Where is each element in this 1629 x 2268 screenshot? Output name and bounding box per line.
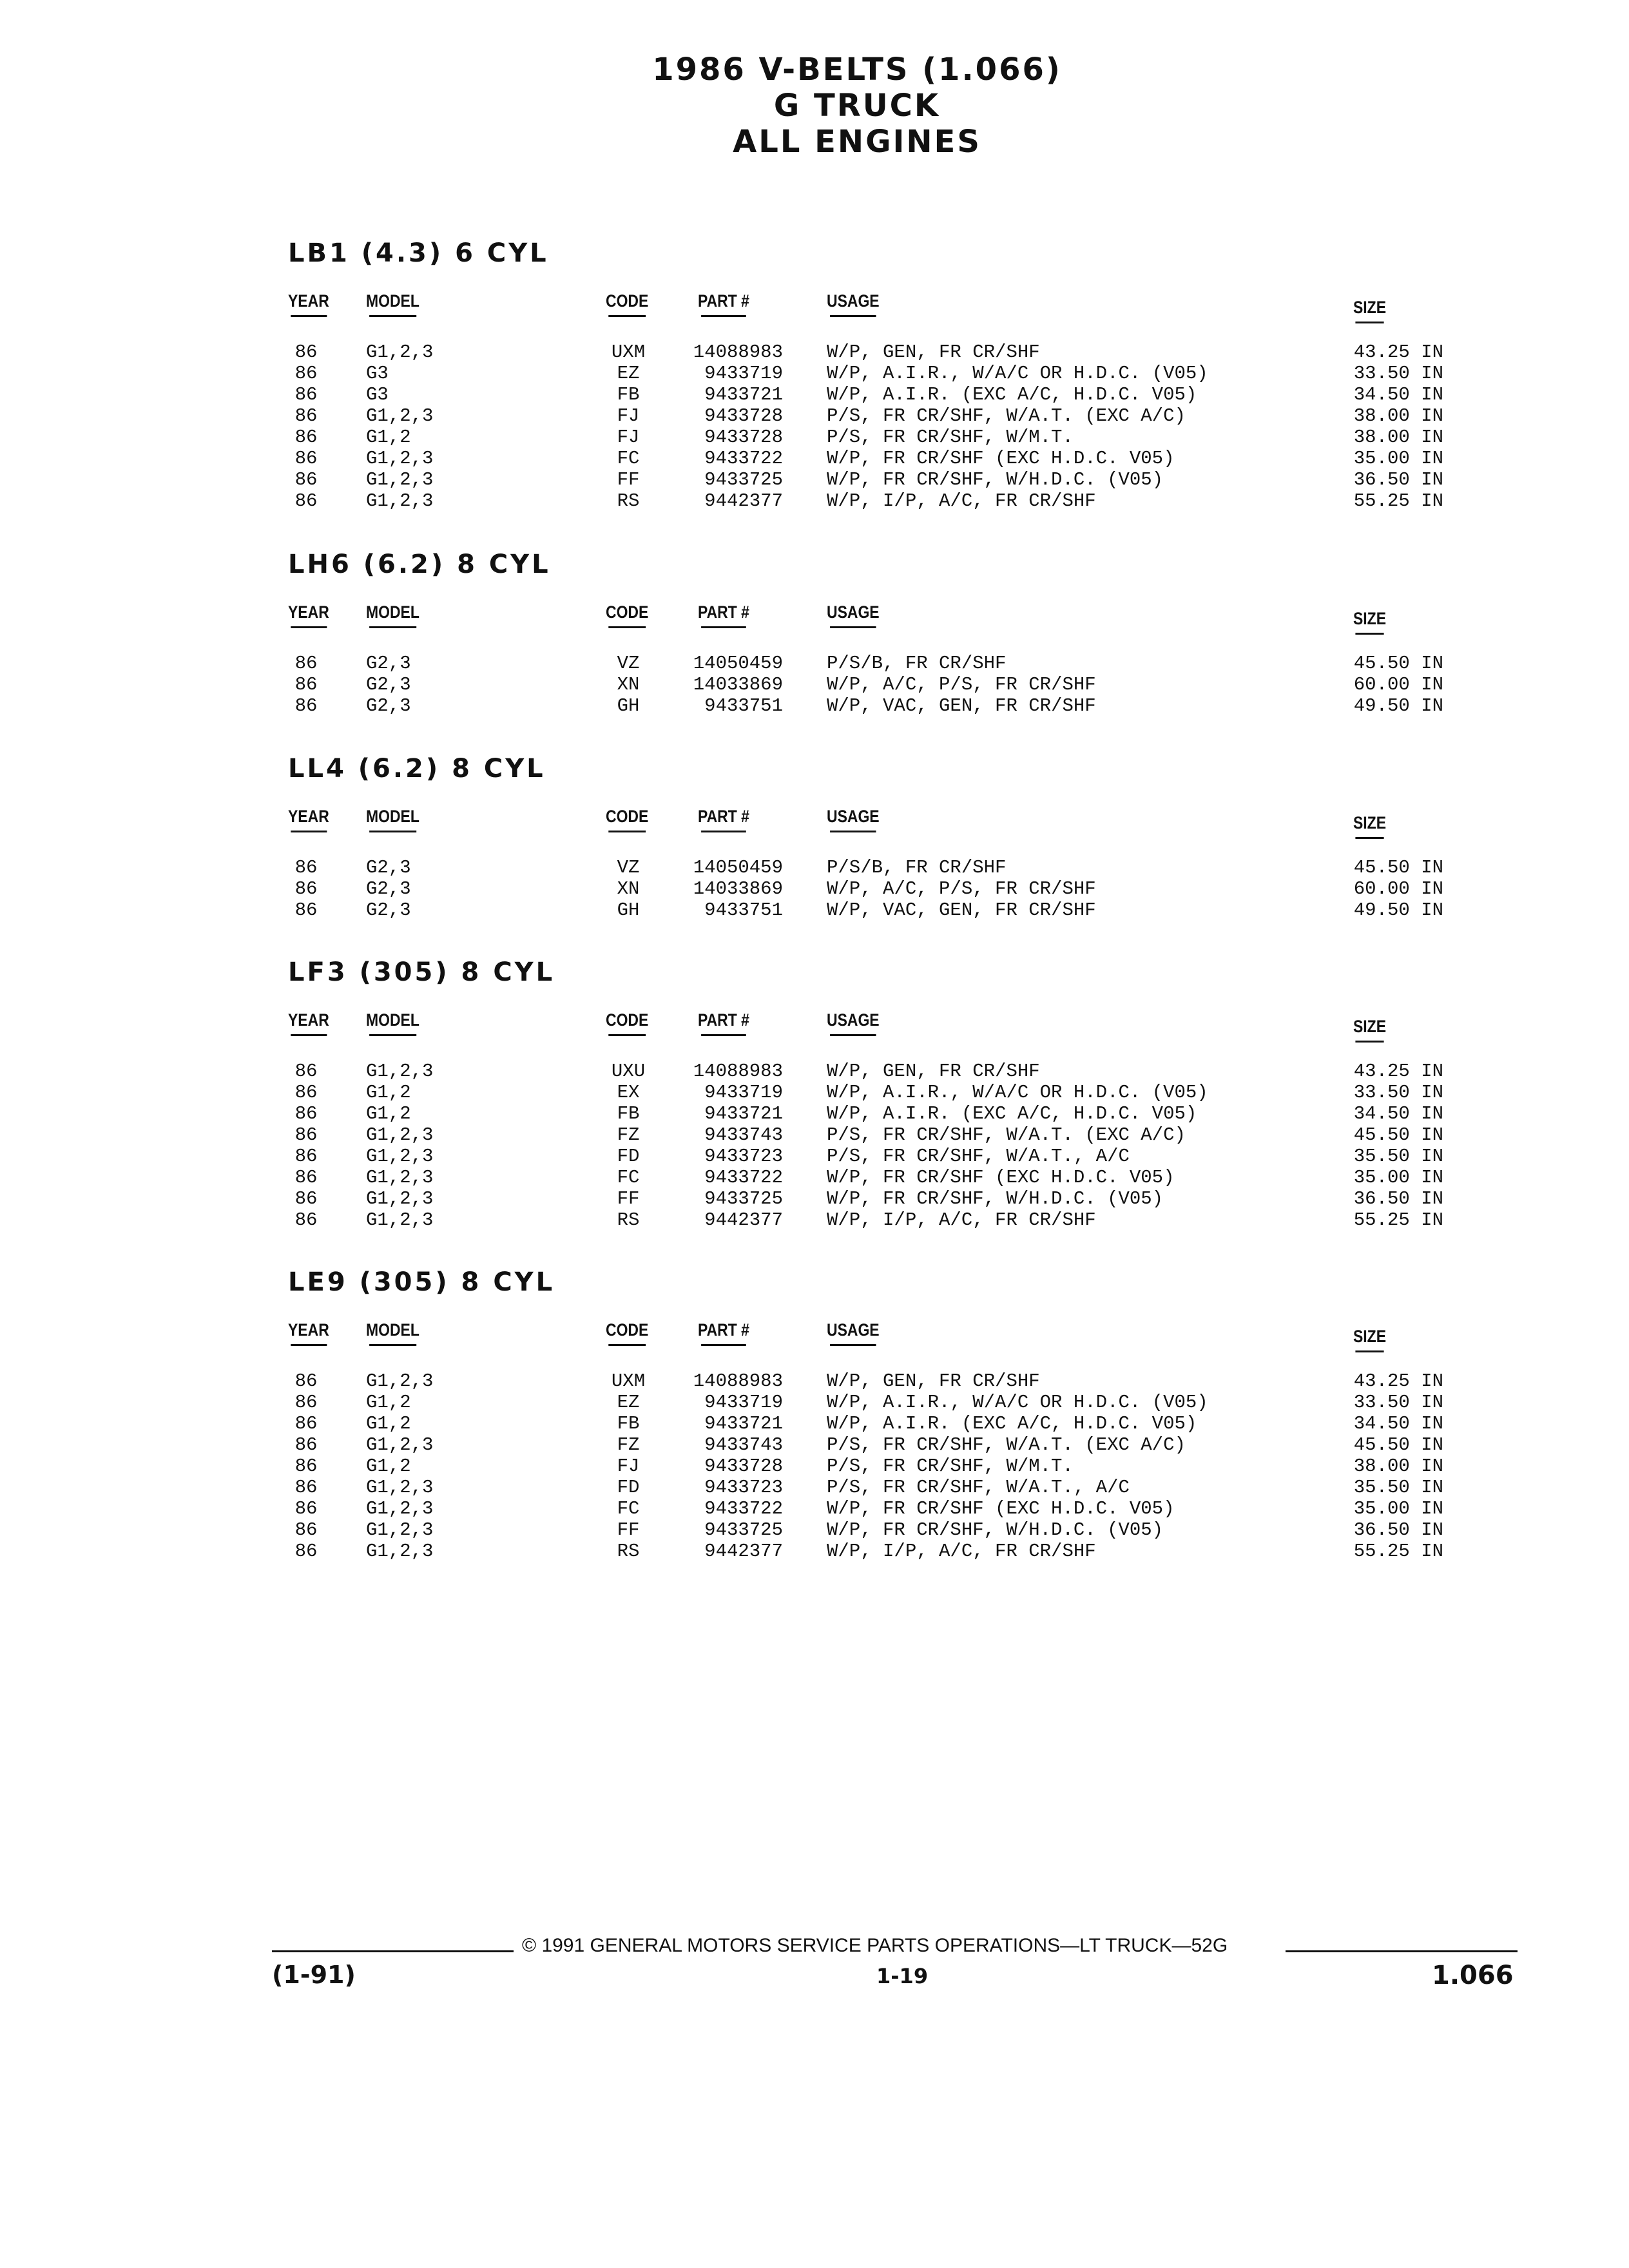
cell-size: 38.00 IN [1353,405,1443,427]
cell-model: G1,2,3 [366,1370,434,1392]
cell-code: FF [617,469,640,490]
cell-part: 9442377 [704,490,783,512]
cell-year: 86 [294,1188,318,1209]
cell-usage: W/P, VAC, GEN, FR CR/SHF [827,899,1096,921]
cell-usage: W/P, A/C, P/S, FR CR/SHF [827,878,1096,899]
cell-part: 9442377 [704,1209,783,1231]
cell-model: G1,2 [366,1413,411,1434]
cell-model: G3 [366,363,389,384]
cell-model: G1,2,3 [366,341,434,363]
cell-year: 86 [294,448,318,469]
cell-part: 9433751 [704,899,783,921]
cell-model: G1,2,3 [366,1209,434,1231]
cell-year: 86 [294,1124,318,1146]
cell-size: 49.50 IN [1353,695,1443,716]
cell-year: 86 [294,341,318,363]
cell-usage: W/P, FR CR/SHF, W/H.D.C. (V05) [827,1519,1164,1541]
table-row [0,1434,1629,1456]
cell-code: FJ [617,427,640,448]
cell-usage: W/P, A.I.R. (EXC A/C, H.D.C. V05) [827,1103,1197,1124]
cell-part: 9433721 [704,384,783,405]
cell-part: 9433721 [704,1413,783,1434]
cell-size: 34.50 IN [1353,1413,1443,1434]
cell-size: 45.50 IN [1353,653,1443,674]
footer-date: (1-91) [272,1961,356,1989]
cell-code: VZ [617,857,640,878]
cell-size: 45.50 IN [1353,1434,1443,1456]
header-usage: USAGE [827,807,880,832]
cell-model: G1,2 [366,1082,411,1103]
table-row [0,1146,1629,1167]
cell-code: FZ [617,1124,640,1146]
cell-usage: P/S, FR CR/SHF, W/A.T., A/C [827,1146,1130,1167]
header-code: CODE [606,1320,648,1346]
header-year: YEAR [288,807,329,832]
table-row [0,1498,1629,1519]
cell-year: 86 [294,405,318,427]
cell-part: 9433719 [704,363,783,384]
cell-usage: W/P, A.I.R., W/A/C OR H.D.C. (V05) [827,1082,1208,1103]
cell-model: G1,2 [366,1392,411,1413]
cell-usage: W/P, GEN, FR CR/SHF [827,1061,1040,1082]
cell-usage: W/P, I/P, A/C, FR CR/SHF [827,1209,1096,1231]
header-part: PART # [698,1010,749,1036]
cell-year: 86 [294,1103,318,1124]
cell-year: 86 [294,653,318,674]
cell-year: 86 [294,1370,318,1392]
cell-part: 9433719 [704,1392,783,1413]
cell-part: 9433728 [704,1456,783,1477]
cell-code: FC [617,1498,640,1519]
cell-code: RS [617,1541,640,1562]
cell-usage: W/P, A.I.R. (EXC A/C, H.D.C. V05) [827,1413,1197,1434]
cell-part: 9433728 [704,427,783,448]
cell-model: G2,3 [366,653,411,674]
cell-code: FD [617,1146,640,1167]
cell-part: 9433743 [704,1124,783,1146]
cell-size: 60.00 IN [1353,674,1443,695]
section-title: LH6 (6.2) 8 CYL [288,550,551,579]
cell-year: 86 [294,899,318,921]
cell-code: FJ [617,405,640,427]
cell-year: 86 [294,1541,318,1562]
header-part: PART # [698,602,749,628]
cell-part: 14050459 [693,653,783,674]
cell-model: G1,2,3 [366,448,434,469]
table-row [0,1541,1629,1562]
cell-year: 86 [294,857,318,878]
header-usage: USAGE [827,1010,880,1036]
header-part: PART # [698,807,749,832]
cell-year: 86 [294,427,318,448]
section-title: LE9 (305) 8 CYL [288,1267,555,1297]
title-line-3: ALL ENGINES [733,124,981,160]
cell-size: 35.00 IN [1353,1498,1443,1519]
cell-model: G1,2,3 [366,1188,434,1209]
table-row [0,1103,1629,1124]
cell-model: G2,3 [366,878,411,899]
cell-usage: P/S, FR CR/SHF, W/A.T. (EXC A/C) [827,405,1186,427]
cell-part: 9433722 [704,1498,783,1519]
table-row [0,1188,1629,1209]
cell-year: 86 [294,363,318,384]
cell-year: 86 [294,1434,318,1456]
table-row [0,674,1629,695]
table-row [0,490,1629,512]
title-line-1: 1986 V-BELTS (1.066) [652,52,1062,88]
cell-usage: W/P, I/P, A/C, FR CR/SHF [827,1541,1096,1562]
table-row [0,1370,1629,1392]
cell-year: 86 [294,1498,318,1519]
footer-copyright: © 1991 GENERAL MOTORS SERVICE PARTS OPERATIONS—LT TRUCK—52G [522,1935,1228,1956]
header-year: YEAR [288,1320,329,1346]
parts-table [0,857,1629,921]
cell-usage: P/S/B, FR CR/SHF [827,653,1007,674]
cell-usage: P/S, FR CR/SHF, W/M.T. [827,1456,1074,1477]
cell-code: VZ [617,653,640,674]
cell-usage: W/P, FR CR/SHF, W/H.D.C. (V05) [827,469,1164,490]
cell-code: XN [617,878,640,899]
table-row [0,1124,1629,1146]
cell-code: RS [617,1209,640,1231]
cell-usage: W/P, FR CR/SHF, W/H.D.C. (V05) [827,1188,1164,1209]
cell-code: FC [617,1167,640,1188]
cell-model: G1,2,3 [366,1477,434,1498]
header-model: MODEL [366,807,419,832]
table-row [0,448,1629,469]
cell-code: FD [617,1477,640,1498]
cell-year: 86 [294,695,318,716]
cell-size: 38.00 IN [1353,1456,1443,1477]
cell-code: FZ [617,1434,640,1456]
cell-usage: P/S, FR CR/SHF, W/A.T. (EXC A/C) [827,1124,1186,1146]
cell-code: EX [617,1082,640,1103]
header-size: SIZE [1353,298,1386,323]
cell-model: G1,2,3 [366,1061,434,1082]
footer-section-number: 1.066 [1432,1961,1514,1990]
cell-size: 43.25 IN [1353,1370,1443,1392]
cell-usage: W/P, A.I.R., W/A/C OR H.D.C. (V05) [827,363,1208,384]
cell-code: FB [617,1103,640,1124]
cell-part: 9433743 [704,1434,783,1456]
table-row [0,1392,1629,1413]
cell-size: 55.25 IN [1353,1209,1443,1231]
cell-part: 14088983 [693,1061,783,1082]
cell-size: 35.00 IN [1353,448,1443,469]
table-row [0,427,1629,448]
cell-code: GH [617,899,640,921]
cell-usage: P/S, FR CR/SHF, W/A.T., A/C [827,1477,1130,1498]
header-model: MODEL [366,602,419,628]
table-row [0,695,1629,716]
section-title: LB1 (4.3) 6 CYL [288,238,549,268]
table-row [0,363,1629,384]
cell-code: FB [617,384,640,405]
table-row [0,469,1629,490]
header-part: PART # [698,1320,749,1346]
cell-model: G1,2 [366,427,411,448]
cell-part: 14033869 [693,674,783,695]
cell-code: FF [617,1519,640,1541]
cell-model: G3 [366,384,389,405]
cell-year: 86 [294,490,318,512]
cell-year: 86 [294,1519,318,1541]
cell-year: 86 [294,1413,318,1434]
table-row [0,878,1629,899]
cell-code: EZ [617,363,640,384]
cell-usage: W/P, FR CR/SHF (EXC H.D.C. V05) [827,448,1175,469]
table-row [0,1477,1629,1498]
parts-table [0,1061,1629,1231]
cell-code: FC [617,448,640,469]
cell-year: 86 [294,1082,318,1103]
cell-part: 9433722 [704,1167,783,1188]
cell-part: 9433751 [704,695,783,716]
table-row [0,405,1629,427]
cell-code: GH [617,695,640,716]
table-row [0,1061,1629,1082]
cell-size: 36.50 IN [1353,1188,1443,1209]
cell-model: G1,2,3 [366,1146,434,1167]
cell-model: G1,2,3 [366,1434,434,1456]
header-size: SIZE [1353,1327,1386,1352]
cell-code: XN [617,674,640,695]
cell-size: 43.25 IN [1353,1061,1443,1082]
header-usage: USAGE [827,291,880,317]
cell-part: 14088983 [693,1370,783,1392]
cell-size: 49.50 IN [1353,899,1443,921]
table-row [0,899,1629,921]
table-row [0,857,1629,878]
cell-year: 86 [294,878,318,899]
header-code: CODE [606,291,648,317]
cell-size: 34.50 IN [1353,1103,1443,1124]
cell-model: G1,2,3 [366,405,434,427]
table-row [0,384,1629,405]
cell-size: 33.50 IN [1353,1392,1443,1413]
cell-model: G1,2,3 [366,469,434,490]
page-title [644,52,1070,160]
cell-year: 86 [294,384,318,405]
cell-size: 38.00 IN [1353,427,1443,448]
header-code: CODE [606,807,648,832]
section-title: LL4 (6.2) 8 CYL [288,754,546,783]
cell-part: 9433723 [704,1477,783,1498]
cell-code: EZ [617,1392,640,1413]
cell-size: 35.00 IN [1353,1167,1443,1188]
cell-usage: W/P, I/P, A/C, FR CR/SHF [827,490,1096,512]
header-year: YEAR [288,602,329,628]
parts-table [0,653,1629,716]
cell-usage: P/S/B, FR CR/SHF [827,857,1007,878]
header-code: CODE [606,1010,648,1036]
header-size: SIZE [1353,609,1386,635]
cell-year: 86 [294,1146,318,1167]
cell-year: 86 [294,1209,318,1231]
cell-year: 86 [294,469,318,490]
header-model: MODEL [366,1320,419,1346]
cell-usage: P/S, FR CR/SHF, W/A.T. (EXC A/C) [827,1434,1186,1456]
cell-size: 45.50 IN [1353,1124,1443,1146]
cell-part: 14088983 [693,341,783,363]
cell-code: UXM [611,341,646,363]
cell-code: RS [617,490,640,512]
footer-rule-right [1286,1950,1518,1952]
cell-year: 86 [294,674,318,695]
cell-part: 9433725 [704,1188,783,1209]
cell-usage: W/P, GEN, FR CR/SHF [827,1370,1040,1392]
cell-year: 86 [294,1061,318,1082]
footer-page-number: 1-19 [876,1964,929,1988]
table-row [0,1456,1629,1477]
header-model: MODEL [366,1010,419,1036]
parts-table [0,341,1629,512]
table-row [0,1167,1629,1188]
header-model: MODEL [366,291,419,317]
cell-part: 9433719 [704,1082,783,1103]
footer-rule-left [272,1950,514,1952]
cell-code: FB [617,1413,640,1434]
cell-size: 55.25 IN [1353,1541,1443,1562]
cell-part: 14033869 [693,878,783,899]
cell-usage: W/P, FR CR/SHF (EXC H.D.C. V05) [827,1498,1175,1519]
table-row [0,341,1629,363]
cell-model: G1,2,3 [366,1519,434,1541]
cell-model: G2,3 [366,899,411,921]
cell-code: UXU [611,1061,646,1082]
header-year: YEAR [288,291,329,317]
table-row [0,653,1629,674]
cell-year: 86 [294,1477,318,1498]
cell-size: 60.00 IN [1353,878,1443,899]
cell-year: 86 [294,1392,318,1413]
cell-model: G1,2,3 [366,1167,434,1188]
header-size: SIZE [1353,813,1386,839]
cell-year: 86 [294,1456,318,1477]
cell-code: UXM [611,1370,646,1392]
cell-year: 86 [294,1167,318,1188]
table-row [0,1519,1629,1541]
cell-code: FJ [617,1456,640,1477]
table-row [0,1082,1629,1103]
parts-table [0,1370,1629,1562]
cell-part: 9433725 [704,1519,783,1541]
cell-size: 35.50 IN [1353,1477,1443,1498]
header-usage: USAGE [827,1320,880,1346]
cell-part: 9433723 [704,1146,783,1167]
cell-model: G2,3 [366,674,411,695]
cell-size: 45.50 IN [1353,857,1443,878]
cell-usage: W/P, GEN, FR CR/SHF [827,341,1040,363]
cell-part: 9433721 [704,1103,783,1124]
table-row [0,1209,1629,1231]
header-usage: USAGE [827,602,880,628]
cell-size: 36.50 IN [1353,469,1443,490]
cell-model: G1,2 [366,1456,411,1477]
cell-usage: P/S, FR CR/SHF, W/M.T. [827,427,1074,448]
cell-model: G1,2,3 [366,1541,434,1562]
cell-model: G1,2 [366,1103,411,1124]
cell-code: FF [617,1188,640,1209]
cell-size: 43.25 IN [1353,341,1443,363]
cell-model: G2,3 [366,695,411,716]
cell-part: 9433722 [704,448,783,469]
cell-size: 34.50 IN [1353,384,1443,405]
cell-size: 33.50 IN [1353,1082,1443,1103]
section-title: LF3 (305) 8 CYL [288,957,555,987]
cell-usage: W/P, A/C, P/S, FR CR/SHF [827,674,1096,695]
cell-part: 9433725 [704,469,783,490]
cell-size: 35.50 IN [1353,1146,1443,1167]
cell-usage: W/P, A.I.R., W/A/C OR H.D.C. (V05) [827,1392,1208,1413]
cell-usage: W/P, A.I.R. (EXC A/C, H.D.C. V05) [827,384,1197,405]
cell-usage: W/P, VAC, GEN, FR CR/SHF [827,695,1096,716]
table-row [0,1413,1629,1434]
cell-size: 33.50 IN [1353,363,1443,384]
title-line-2: G TRUCK [773,88,941,124]
cell-model: G2,3 [366,857,411,878]
cell-size: 36.50 IN [1353,1519,1443,1541]
cell-part: 9442377 [704,1541,783,1562]
header-code: CODE [606,602,648,628]
cell-size: 55.25 IN [1353,490,1443,512]
header-year: YEAR [288,1010,329,1036]
cell-model: G1,2,3 [366,490,434,512]
cell-part: 9433728 [704,405,783,427]
header-part: PART # [698,291,749,317]
cell-usage: W/P, FR CR/SHF (EXC H.D.C. V05) [827,1167,1175,1188]
cell-part: 14050459 [693,857,783,878]
cell-model: G1,2,3 [366,1498,434,1519]
cell-model: G1,2,3 [366,1124,434,1146]
header-size: SIZE [1353,1017,1386,1043]
